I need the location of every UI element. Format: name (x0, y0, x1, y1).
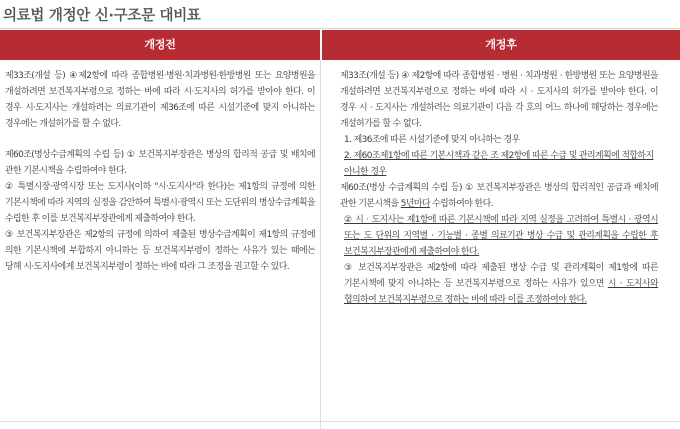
table-header-row (0, 30, 680, 60)
after-column (340, 68, 658, 308)
header-before: 개정전 (144, 38, 176, 51)
after-60-1-underlined: 5년마다 (400, 199, 430, 209)
after-article-33: 제33조(개설 등) ④ 제2항에 따라 종합병원 · 병원 · 치과병원 · 한방병원 또는 요양병원을 개설하려면 보건복지부령으로 정하는 바에 따라 시 · 도지사의 허가를 받아야 한다. 이 경우 시 · 도지사는 개설하려는 의료기관이 다음 각 호의 어느 하나에 해당하는 경우에는 개설허가를 할 수 없다. (340, 71, 658, 129)
after-60-1-text-b: 수립하여야 한다. (429, 199, 493, 209)
header-after: 개정후 (485, 38, 517, 51)
title-divider (0, 28, 680, 29)
after-60-3-underlined: 시 · 도지사와 협의하여 보건복지부령으로 정하는 바에 따라 이를 조정하여야 한다. (344, 279, 659, 305)
after-article-60-2: ② 시 · 도지사는 제1항에 따른 기본시책에 따라 지역 실정을 고려하여 특별시 · 광역시 또는 도 단위의 지역별 · 기능별 · 종별 의료기관 병상 수급 및 관리계획을 수립한 후 보건복지부장관에게 제출하여야 한다. (344, 215, 658, 257)
before-article-33: 제33조(개설 등) ④제2항에 따라 종합병원·병원·치과병원·한방병원 또는 요양병원을 개설하려면 보건복지부령으로 정하는 바에 따라 시·도지사의 허가를 받아야 한다. 이 경우 시·도지사는 개설하려는 의료기관이 제36조에 따른 시설기준에 맞지 아니하는 경우에는 개설허가를 할 수 없다. (5, 71, 315, 129)
before-article-60-2: ② 특별시장·광역시장 또는 도지사(이하 "시·도지사"라 한다)는 제1항의 규정에 의한 기본시책에 따라 지역의 실정을 감안하여 특별시·광역시 또는 도단위의 병상수급계획을 수립한 후 이를 보건복지부장관에게 제출하여야 한다. (5, 182, 315, 224)
page-title: 의료법 개정안 신·구조문 대비표 (3, 8, 201, 24)
before-article-60-1: 제60조(병상수급계획의 수립 등) ① 보건복지부장관은 병상의 합리적 공급 및 배치에 관한 기본시책을 수립하여야 한다. (5, 150, 315, 176)
after-item-1: 1. 제36조에 따른 시설기준에 맞지 아니하는 경우 (344, 135, 520, 145)
comparison-table (0, 30, 680, 429)
before-article-60-3: ③ 보건복지부장관은 제2항의 규정에 의하여 제출된 병상수급계획이 제1항의 규정에 의한 기본시책에 부합하지 아니하는 등 보건복지부령이 정하는 사유가 있는 때에는 당해 시·도지사에게 보건복지부령이 정하는 바에 따라 그 조정을 권고할 수 있다. (5, 230, 315, 272)
table-bottom-rule (0, 421, 680, 422)
after-item-2: 2. 제60조제1항에 따른 기본시책과 같은 조 제2항에 따른 수급 및 관리계획에 적합하지 아니한 경우 (344, 151, 654, 177)
after-article-60-1 (340, 180, 658, 212)
after-60-1-text-a: 제60조(병상 수급계획의 수립 등) ① 보건복지부장관은 병상의 합리적인 공급과 배치에 관한 기본시책을 (340, 183, 658, 209)
after-60-3-text: ③ 보건복지부장관은 제2항에 따라 제출된 병상 수급 및 관리계획이 제1항에 따른 기본시책에 맞지 아니하는 등 보건복지부령으로 정하는 사유가 있으면 (344, 263, 658, 289)
column-divider (320, 60, 321, 429)
before-column (5, 68, 315, 275)
after-article-60-3 (340, 260, 658, 308)
